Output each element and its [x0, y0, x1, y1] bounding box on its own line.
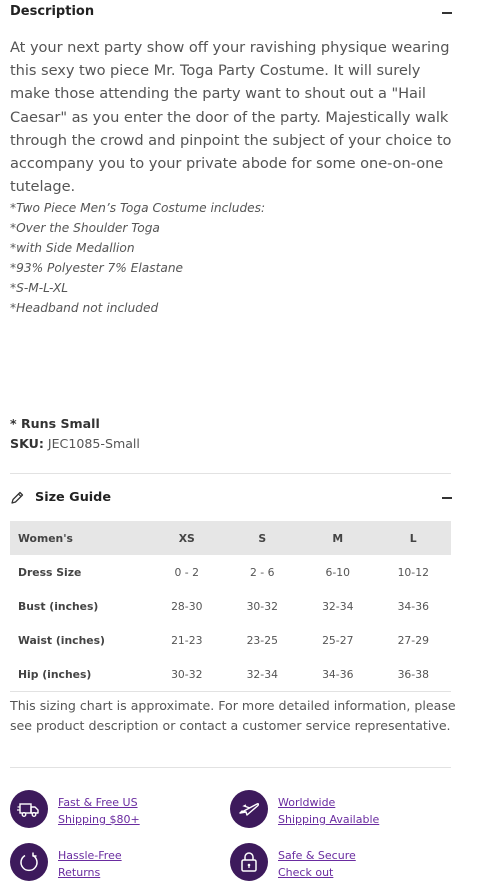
- divider: [10, 767, 451, 768]
- table-cell: Bust (inches): [18, 599, 99, 613]
- table-cell: 10-12: [397, 565, 429, 579]
- table-cell: Hip (inches): [10, 657, 149, 692]
- feature-line[interactable]: Worldwide: [278, 796, 336, 809]
- size-chart-table: [10, 521, 451, 692]
- feature-line[interactable]: Hassle-Free: [58, 849, 122, 862]
- description-title: Description: [10, 4, 95, 19]
- divider: [10, 473, 451, 474]
- column-header: XS: [149, 521, 225, 555]
- lock-icon: [230, 843, 268, 881]
- delivery-truck-icon: [10, 790, 48, 828]
- table-cell: 6-10: [325, 565, 350, 579]
- size-guide-title[interactable]: Size Guide: [35, 490, 112, 505]
- feature-line[interactable]: Check out: [278, 866, 334, 879]
- feature-worldwide-shipping[interactable]: [230, 790, 430, 830]
- product-info-panel: [10, 0, 456, 879]
- table-row: [10, 589, 451, 623]
- table-cell: 30-32: [149, 657, 225, 692]
- description-header[interactable]: [10, 0, 451, 28]
- ruler-pencil-icon: [10, 490, 24, 504]
- table-cell: 34-36: [300, 657, 376, 692]
- table-cell: 32-34: [322, 599, 354, 613]
- table-cell: Waist (inches): [18, 633, 105, 647]
- column-header: L: [376, 521, 452, 555]
- feature-link[interactable]: [278, 847, 356, 881]
- feature-line[interactable]: Shipping Available: [278, 813, 380, 826]
- feature-link[interactable]: [278, 794, 379, 828]
- table-row: [10, 555, 451, 589]
- table-cell: Dress Size: [18, 565, 82, 579]
- table-cell: 21-23: [171, 633, 203, 647]
- note-line: *Over the Shoulder Toga: [10, 221, 160, 235]
- feature-link[interactable]: [58, 794, 140, 828]
- table-row: [10, 657, 451, 692]
- note-line: *Two Piece Men’s Toga Costume includes:: [10, 201, 266, 215]
- table-cell: 2 - 6: [250, 565, 275, 579]
- table-cell: 30-32: [246, 599, 278, 613]
- feature-line[interactable]: Returns: [58, 866, 101, 879]
- feature-line[interactable]: Shipping $80+: [58, 813, 140, 826]
- table-cell: 34-36: [397, 599, 429, 613]
- table-header-row: [10, 521, 451, 555]
- note-line: *93% Polyester 7% Elastane: [10, 261, 184, 275]
- description-notes: [10, 198, 265, 318]
- sku-label: SKU:: [10, 436, 44, 451]
- table-cell: 27-29: [397, 633, 429, 647]
- feature-free-shipping[interactable]: [10, 790, 210, 830]
- table-cell: 28-30: [171, 599, 203, 613]
- table-cell: 0 - 2: [174, 565, 199, 579]
- description-text: At your next party show off your ravishing physique wearing this sexy two piece Mr. Toga Party Costume. It will surely make those attending the party want to shout out a "Hail Caesar" as you enter the door of the party. Majestically walk through the crowd and pinpoint the subject of your choice to accompany you to your private abode for some one-on-one tutelage.: [10, 39, 452, 196]
- runs-small-note: * Runs Small: [10, 416, 100, 431]
- feature-link[interactable]: [58, 847, 122, 881]
- feature-returns[interactable]: [10, 843, 210, 883]
- table-row: [10, 623, 451, 657]
- table-cell: 25-27: [322, 633, 354, 647]
- table-cell: 36-38: [376, 657, 452, 692]
- feature-line[interactable]: Fast & Free US: [58, 796, 138, 809]
- sku-value: JEC1085-Small: [47, 436, 140, 451]
- column-header: Women's: [10, 521, 149, 555]
- airplane-icon: [230, 790, 268, 828]
- sizing-disclaimer: This sizing chart is approximate. For more detailed information, please see product description or contact a customer service representative.: [10, 698, 456, 733]
- collapse-minus-icon[interactable]: [442, 497, 452, 499]
- sku-line: [10, 436, 140, 451]
- return-arrow-icon: [10, 843, 48, 881]
- table-cell: 23-25: [246, 633, 278, 647]
- note-line: *with Side Medallion: [10, 241, 135, 255]
- table-cell: 32-34: [225, 657, 301, 692]
- note-line: *S-M-L-XL: [10, 281, 69, 295]
- note-line: *Headband not included: [10, 301, 159, 315]
- feature-secure-checkout[interactable]: [230, 843, 430, 883]
- collapse-minus-icon[interactable]: [442, 12, 452, 14]
- feature-line[interactable]: Safe & Secure: [278, 849, 356, 862]
- column-header: S: [225, 521, 301, 555]
- column-header: M: [300, 521, 376, 555]
